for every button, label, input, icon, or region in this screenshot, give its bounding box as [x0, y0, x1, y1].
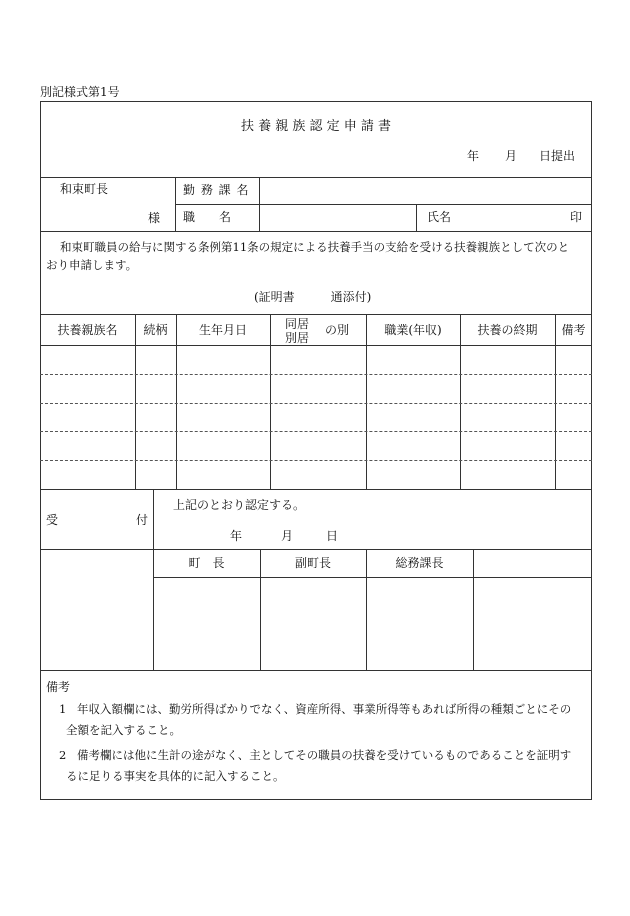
note-text-line: 全額を記入すること。	[66, 723, 181, 737]
col-header-cohab-top: 同居	[285, 317, 310, 331]
date-submitted-label: 日提出	[539, 149, 576, 163]
certify-month-label: 月	[281, 529, 294, 543]
name-label: 氏名	[427, 210, 452, 224]
mayor-stamp-box[interactable]	[154, 578, 259, 669]
col-header-cohab-bottom: 別居	[285, 331, 310, 345]
attachment-note: (証明書 通添付)	[254, 290, 372, 304]
col-header-occupation: 職業(年収)	[384, 323, 442, 337]
certify-text: 上記のとおり認定する。	[173, 498, 306, 512]
divider-line	[40, 549, 153, 550]
dept-label: 勤 務 課 名	[183, 183, 250, 197]
divider-line	[40, 489, 592, 490]
divider-line	[40, 670, 592, 671]
reception-label-left: 受	[46, 513, 59, 527]
addressee-honorific: 様	[148, 211, 161, 225]
divider-line	[40, 231, 592, 232]
table-row[interactable]	[40, 460, 592, 489]
certify-year-label: 年	[230, 529, 243, 543]
addressee-name: 和束町長	[60, 182, 109, 196]
col-header-end-period: 扶養の終期	[477, 323, 538, 337]
col-header-remarks: 備考	[561, 323, 586, 337]
note-text-line: 備考欄には他に生計の途がなく、主としてその職員の扶養を受けているものであることを証明す	[77, 748, 572, 762]
note-number: 1	[59, 702, 67, 716]
date-month-label: 月	[505, 149, 518, 163]
col-header-relation: 続柄	[143, 323, 168, 337]
statement-line-1: 和束町職員の給与に関する条例第11条の規定による扶養手当の支給を受ける扶養親族として次のと	[60, 240, 570, 254]
divider-line	[153, 549, 592, 550]
divider-line	[40, 177, 592, 178]
general-affairs-stamp-box[interactable]	[367, 578, 472, 669]
note-text-line: 年収入額欄には、勤労所得ばかりでなく、資産所得、事業所得等もあれば所得の種類ごとにその	[77, 702, 572, 716]
col-header-name: 扶養親族名	[57, 323, 118, 337]
seal-label: 印	[570, 210, 583, 224]
approval-mayor-label: 町 長	[188, 556, 225, 570]
approval-general-affairs-label: 総務課長	[395, 556, 444, 570]
divider-line	[175, 204, 592, 205]
form-title: 扶 養 親 族 認 定 申 請 書	[240, 119, 392, 134]
col-header-cohab-suffix: の別	[325, 323, 350, 337]
table-top-line	[40, 314, 592, 315]
form-number-label: 別記様式第1号	[40, 85, 120, 99]
reception-label-right: 付	[136, 513, 149, 527]
date-year-label: 年	[467, 149, 480, 163]
column-divider	[416, 204, 417, 231]
note-text-line: るに足りる事実を具体的に記入すること。	[66, 769, 285, 783]
note-number: 2	[59, 748, 67, 762]
extra-stamp-box[interactable]	[474, 578, 591, 669]
col-header-dob: 生年月日	[198, 323, 247, 337]
statement-line-2: おり申請します。	[46, 258, 138, 272]
certify-day-label: 日	[326, 529, 339, 543]
notes-heading: 備考	[46, 680, 71, 694]
position-label: 職 名	[183, 210, 232, 224]
table-row[interactable]	[40, 345, 592, 374]
approval-deputy-mayor-label: 副町長	[294, 556, 331, 570]
table-row[interactable]	[40, 374, 592, 403]
table-row[interactable]	[40, 403, 592, 431]
table-row[interactable]	[40, 431, 592, 460]
deputy-mayor-stamp-box[interactable]	[261, 578, 365, 669]
